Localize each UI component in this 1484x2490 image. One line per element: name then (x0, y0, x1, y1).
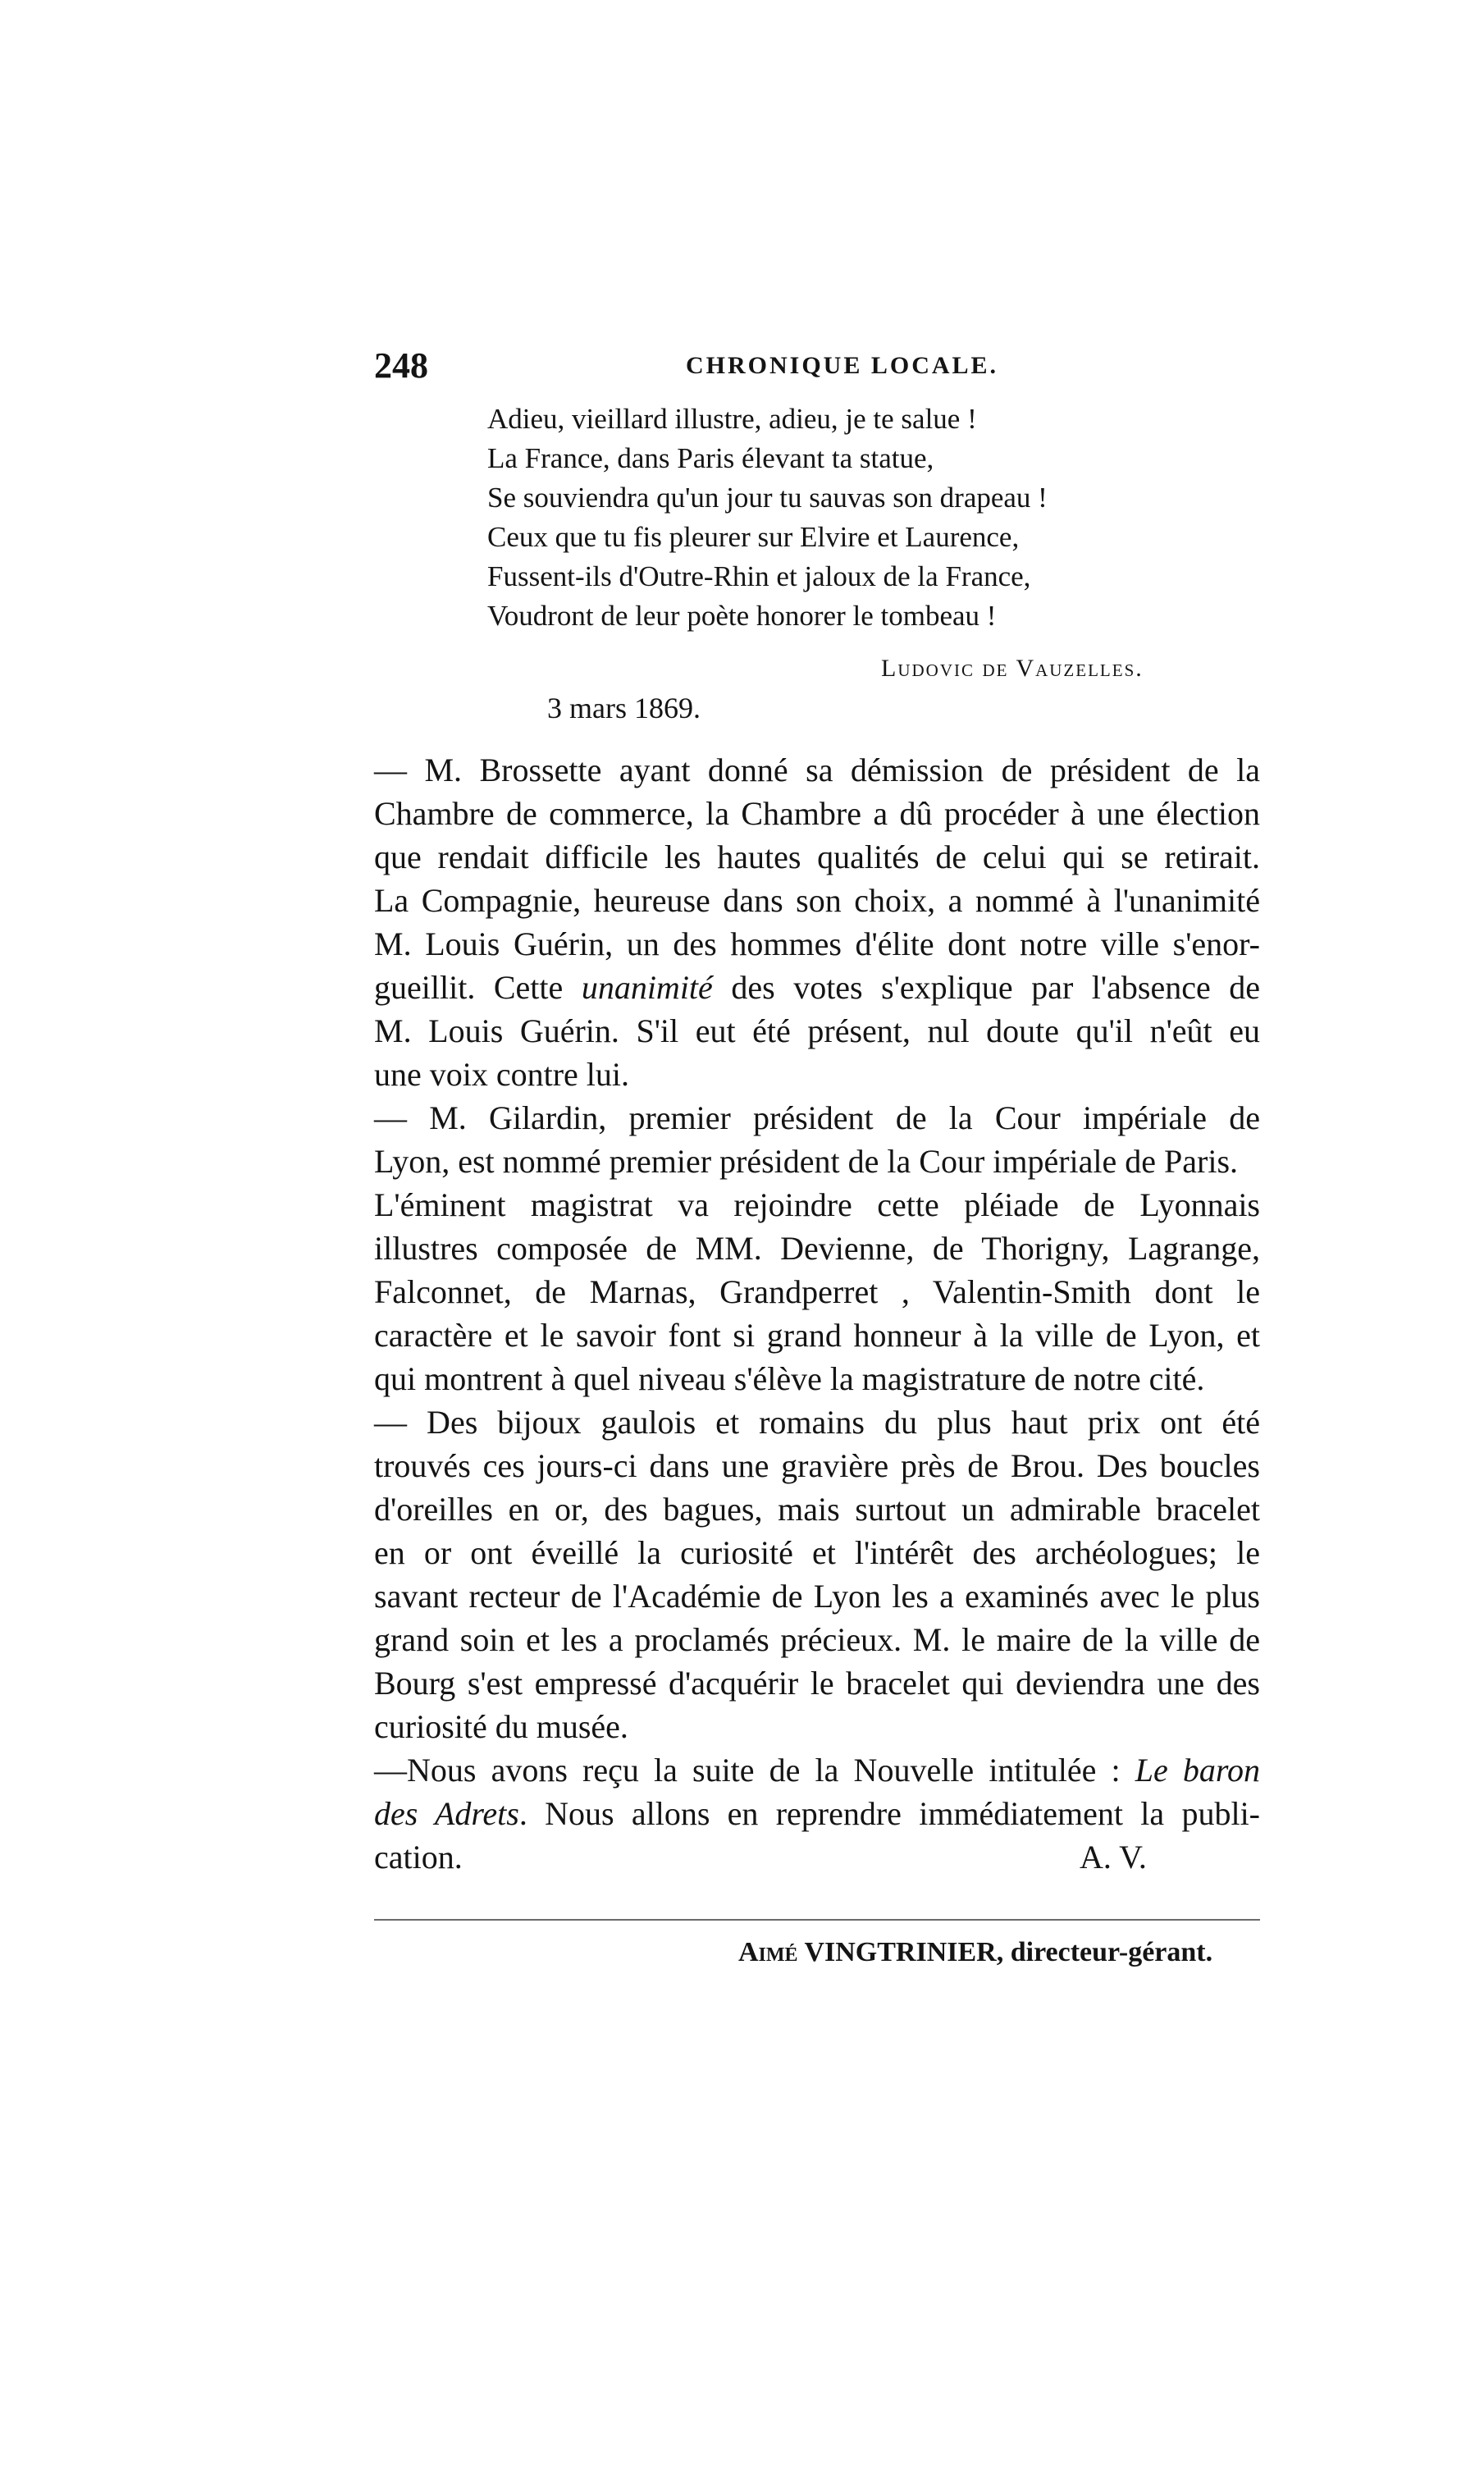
poem (487, 400, 1226, 636)
text-line: M. Louis Guérin. S'il eut été présent, nul doute qu'il n'eût eu (374, 1012, 1260, 1049)
text-line: d'oreilles en or, des bagues, mais surtout un admirable bracelet (374, 1491, 1260, 1528)
text-segment: des votes s'explique par l'absence de (712, 969, 1260, 1006)
text-line: caractère et le savoir font si grand honneur à la ville de Lyon, et (374, 1317, 1260, 1354)
text-line: Falconnet, de Marnas, Grandperret , Valentin-Smith dont le (374, 1273, 1260, 1310)
poem-line: Voudront de leur poète honorer le tombeau ! (487, 600, 997, 632)
footer-rule (374, 1919, 1260, 1921)
text-line (374, 1748, 1260, 1792)
poem-line: Ceux que tu fis pleurer sur Elvire et Laurence, (487, 521, 1020, 553)
text-line: que rendait difficile les hautes qualités de celui qui se retirait. (374, 838, 1260, 875)
text-line: — Des bijoux gaulois et romains du plus haut prix ont été (374, 1404, 1260, 1441)
poem-date: 3 mars 1869. (547, 692, 701, 724)
page-header (374, 341, 1235, 391)
text-segment: . Nous allons en reprendre immédiatement la publi- (518, 1795, 1260, 1832)
paragraph-bijoux (374, 1400, 1260, 1748)
text-line (374, 1835, 1260, 1879)
poem-line: Adieu, vieillard illustre, adieu, je te salue ! (487, 403, 977, 435)
text-line: M. Louis Guérin, un des hommes d'élite dont notre ville s'enor- (374, 925, 1260, 962)
text-line: qui montrent à quel niveau s'élève la magistrature de notre cité. (374, 1360, 1205, 1397)
running-head: CHRONIQUE LOCALE. (686, 352, 999, 379)
paragraph-brossette (374, 748, 1260, 1096)
text-segment: cation. (374, 1839, 463, 1875)
paragraph-nouvelle (374, 1748, 1260, 1879)
text-line: L'éminent magistrat va rejoindre cette pléiade de Lyonnais (374, 1186, 1260, 1223)
text-line: Lyon, est nommé premier président de la Cour impériale de Paris. (374, 1143, 1239, 1180)
emphasis: Le baron (1135, 1752, 1260, 1789)
text-line: savant recteur de l'Académie de Lyon les a examinés avec le plus (374, 1578, 1260, 1615)
emphasis: des Adrets (374, 1795, 519, 1832)
footer-signature (738, 1932, 1212, 1973)
text-line: grand soin et les a proclamés précieux. M. le maire de la ville de (374, 1621, 1260, 1658)
signature-title: , directeur-gérant. (996, 1937, 1213, 1967)
text-line: illustres composée de MM. Devienne, de Thorigny, Lagrange, (374, 1230, 1260, 1267)
poem-line: Fussent-ils d'Outre-Rhin et jaloux de la France, (487, 560, 1031, 592)
poem-signature: Ludovic de Vauzelles. (881, 655, 1144, 682)
paragraph-magistrat (374, 1183, 1260, 1400)
signature-prefix: Aimé (738, 1937, 798, 1967)
text-line: La Compagnie, heureuse dans son choix, a nommé à l'unanimité (374, 882, 1260, 919)
text-line: — M. Brossette ayant donné sa démission de président de la (374, 752, 1260, 788)
poem-line: Se souviendra qu'un jour tu sauvas son drapeau ! (487, 482, 1048, 514)
text-segment: —Nous avons reçu la suite de la Nouvelle intitulée : (374, 1752, 1135, 1789)
text-segment: gueillit. Cette (374, 969, 582, 1006)
paragraph-gilardin (374, 1096, 1260, 1183)
text-line: une voix contre lui. (374, 1056, 630, 1093)
initials: A. V. (1080, 1839, 1147, 1875)
text-line: trouvés ces jours-ci dans une gravière près de Brou. Des boucles (374, 1447, 1260, 1484)
text-line: en or ont éveillé la curiosité et l'intérêt des archéologues; le (374, 1534, 1260, 1571)
article-body (374, 748, 1260, 1879)
text-line: Chambre de commerce, la Chambre a dû procéder à une élection (374, 795, 1260, 832)
emphasis: unanimité (581, 969, 713, 1006)
poem-line: La France, dans Paris élevant ta statue, (487, 442, 934, 474)
text-line: Bourg s'est empressé d'acquérir le bracelet qui deviendra une des (374, 1665, 1260, 1702)
text-line (374, 1792, 1260, 1835)
page-number: 248 (374, 345, 428, 386)
signature-name: VINGTRINIER (804, 1937, 997, 1967)
text-line: curiosité du musée. (374, 1708, 628, 1745)
text-line: — M. Gilardin, premier président de la Cour impériale de (374, 1099, 1260, 1136)
text-line (374, 966, 1260, 1009)
